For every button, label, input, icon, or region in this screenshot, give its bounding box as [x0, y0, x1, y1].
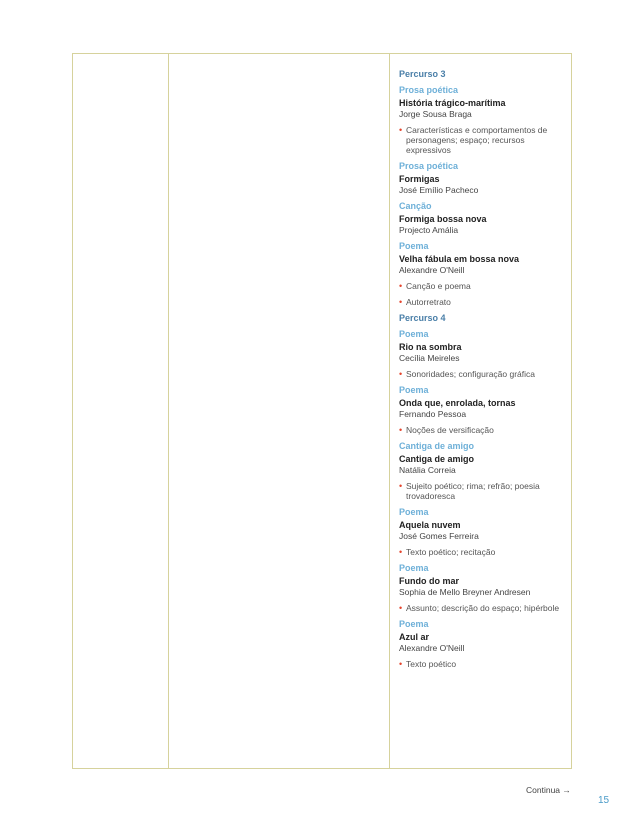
- work-author: José Gomes Ferreira: [399, 531, 479, 541]
- topic-list: [399, 659, 567, 669]
- topic-item: • Noções de versificação: [399, 425, 567, 435]
- work-author: Alexandre O'Neill: [399, 643, 465, 653]
- topic-item: • Canção e poema: [399, 281, 567, 291]
- column-divider-2: [389, 54, 390, 768]
- work-title: Rio na sombra: [399, 342, 462, 352]
- work-title: Azul ar: [399, 632, 430, 642]
- topic-item: • Texto poético; recitação: [399, 547, 567, 557]
- work-entry: [399, 329, 567, 379]
- continua-label: Continua →: [526, 785, 571, 795]
- topic-list: [399, 603, 567, 613]
- topic-list: [399, 547, 567, 557]
- work-author: Projecto Amália: [399, 225, 459, 235]
- topic-list: [399, 125, 567, 155]
- work-author: Sophia de Mello Breyner Andresen: [399, 587, 531, 597]
- genre-label: Poema: [399, 507, 429, 517]
- work-entry: [399, 441, 567, 501]
- genre-label: Prosa poética: [399, 85, 459, 95]
- work-entry: [399, 85, 567, 155]
- work-entry: [399, 507, 567, 557]
- work-title: Formiga bossa nova: [399, 214, 487, 224]
- topic-list: [399, 481, 567, 501]
- work-title: Formigas: [399, 174, 440, 184]
- work-title: Aquela nuvem: [399, 520, 461, 530]
- work-entry: [399, 161, 567, 196]
- work-author: Natália Correia: [399, 465, 456, 475]
- work-author: Alexandre O'Neill: [399, 265, 465, 275]
- genre-label: Canção: [399, 201, 432, 211]
- work-author: Cecília Meireles: [399, 353, 460, 363]
- topic-item: • Sujeito poético; rima; refrão; poesia trovadoresca: [399, 481, 567, 501]
- work-title: Velha fábula em bossa nova: [399, 254, 520, 264]
- work-title: História trágico-marítima: [399, 98, 506, 108]
- work-entry: [399, 201, 567, 236]
- work-author: José Emílio Pacheco: [399, 185, 479, 195]
- topic-list: [399, 369, 567, 379]
- genre-label: Poema: [399, 241, 429, 251]
- work-title: Onda que, enrolada, tornas: [399, 398, 516, 408]
- topic-item: • Sonoridades; configuração gráfica: [399, 369, 567, 379]
- percurso-heading: Percurso 4: [399, 313, 446, 323]
- topic-item: • Texto poético: [399, 659, 567, 669]
- work-author: Fernando Pessoa: [399, 409, 467, 419]
- work-title: Fundo do mar: [399, 576, 459, 586]
- genre-label: Cantiga de amigo: [399, 441, 475, 451]
- topic-item: • Autorretrato: [399, 297, 567, 307]
- genre-label: Poema: [399, 385, 429, 395]
- topic-list: [399, 425, 567, 435]
- work-title: Cantiga de amigo: [399, 454, 475, 464]
- syllabus-table: [72, 53, 572, 769]
- work-entry: [399, 619, 567, 669]
- genre-label: Poema: [399, 563, 429, 573]
- work-entry: [399, 241, 567, 307]
- genre-label: Poema: [399, 619, 429, 629]
- work-author: Jorge Sousa Braga: [399, 109, 472, 119]
- genre-label: Poema: [399, 329, 429, 339]
- topic-item: • Características e comportamentos de personagens; espaço; recursos expressivos: [399, 125, 567, 155]
- column-divider-1: [168, 54, 169, 768]
- percurso-heading: Percurso 3: [399, 69, 446, 79]
- topic-list: [399, 281, 567, 307]
- work-entry: [399, 563, 567, 613]
- page-number: 15: [598, 795, 610, 806]
- topic-item: • Assunto; descrição do espaço; hipérbole: [399, 603, 567, 613]
- genre-label: Prosa poética: [399, 161, 459, 171]
- content-column: [399, 69, 567, 675]
- work-entry: [399, 385, 567, 435]
